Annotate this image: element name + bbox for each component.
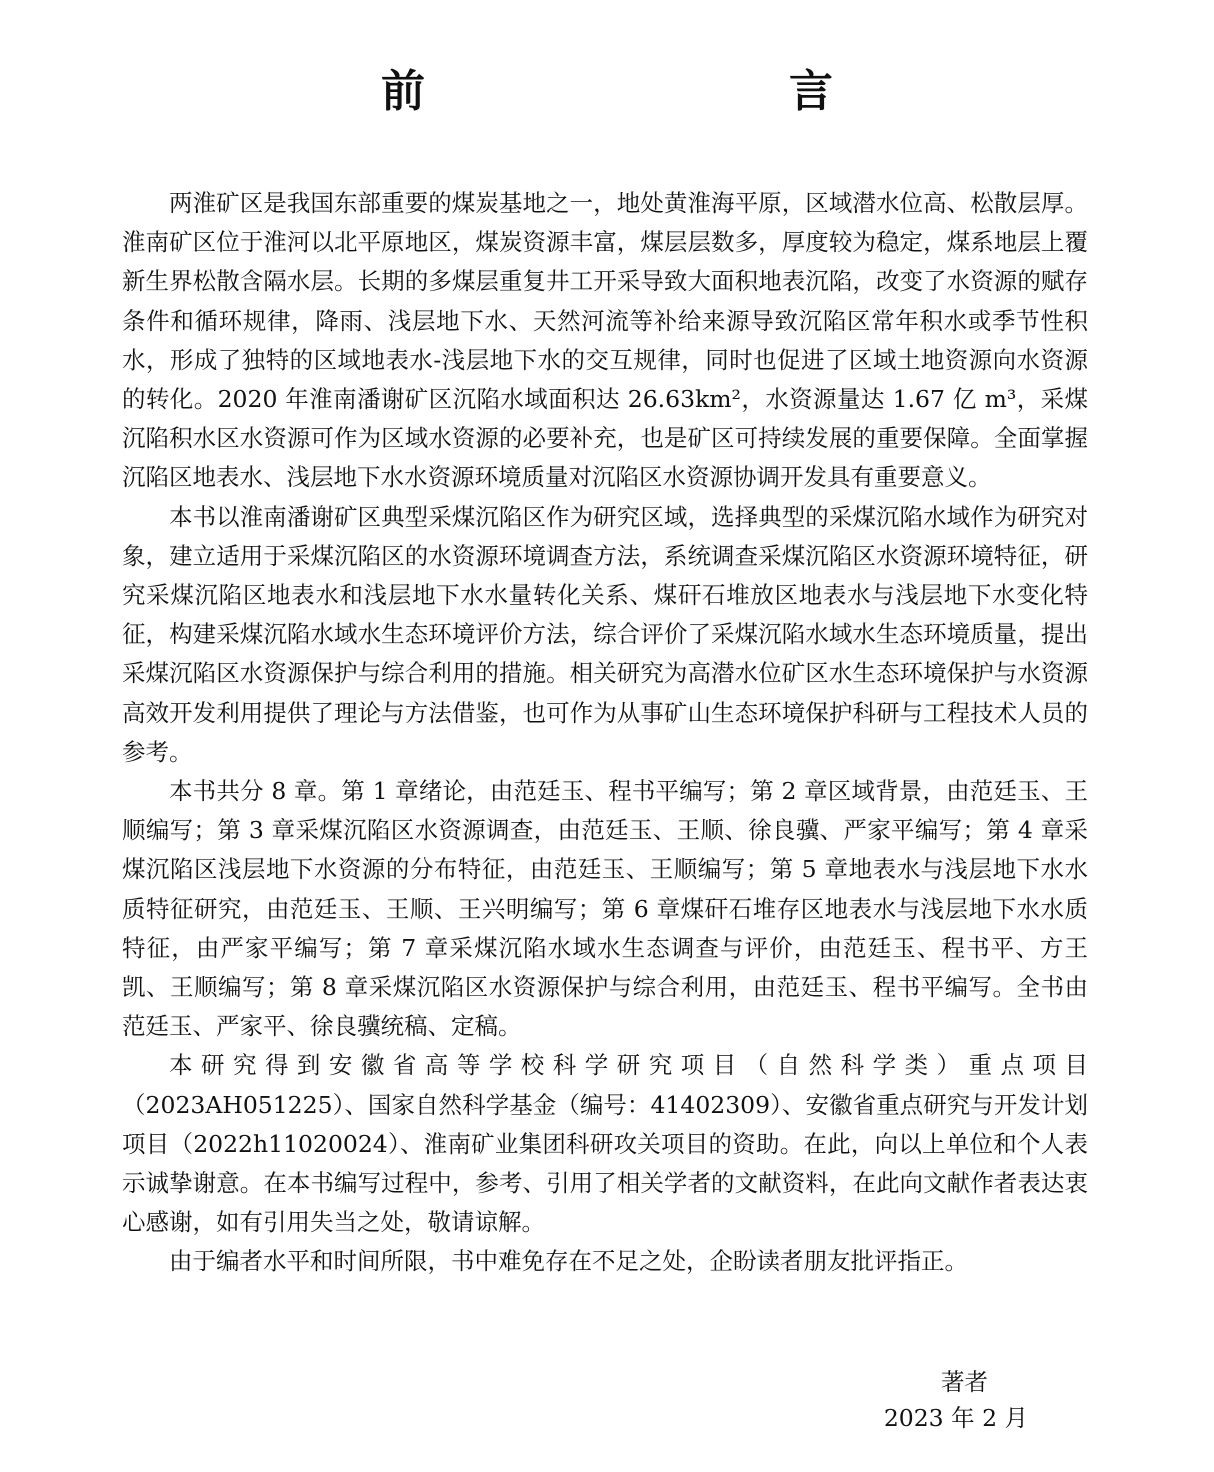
- signature-date: 2023 年 2 月: [883, 1404, 1028, 1432]
- paragraph-2: 本书以淮南潘谢矿区典型采煤沉陷区作为研究区域，选择典型的采煤沉陷水域作为研究对象，建立适用于采煤沉陷区的水资源环境调查方法，系统调查采煤沉陷区水资源环境特征，研究采煤沉陷区地表水和浅层地下水水量转化关系、煤矸石堆放区地表水与浅层地下水变化特征，构建采煤沉陷水域水生态环境评价方法，综合评价了采煤沉陷水域水生态环境质量，提出采煤沉陷区水资源保护与综合利用的措施。相关研究为高潜水位矿区水生态环境保护与水资源高效开发利用提供了理论与方法借鉴，也可作为从事矿山生态环境保护科研与工程技术人员的参考。: [122, 502, 1088, 766]
- paragraph-4: 本研究得到安徽省高等学校科学研究项目（自然科学类）重点项目（2023AH051225）、国家自然科学基金（编号：41402309）、安徽省重点研究与开发计划项目（2022h11020024）、淮南矿业集团科研攻关项目的资助。在此，向以上单位和个人表示诚挚谢意。在本书编写过程中，参考、引用了相关学者的文献资料，在此向文献作者表达衷心感谢，如有引用失当之处，敬请谅解。: [122, 1051, 1088, 1237]
- signature-author: 著者: [941, 1368, 988, 1396]
- paragraph-1: 两淮矿区是我国东部重要的煤炭基地之一，地处黄淮海平原，区域潜水位高、松散层厚。淮南矿区位于淮河以北平原地区，煤炭资源丰富，煤层层数多，厚度较为稳定，煤系地层上覆新生界松散含隔水层。长期的多煤层重复井工开采导致大面积地表沉陷，改变了水资源的赋存条件和循环规律，降雨、浅层地下水、天然河流等补给来源导致沉陷区常年积水或季节性积水，形成了独特的区域地表水-浅层地下水的交互规律，同时也促进了区域土地资源向水资源的转化。2020 年淮南潘谢矿区沉陷水域面积达 26.63km²，水资源量达 1.67 亿 m³，采煤沉陷积水区水资源可作为区域水资源的必要补充，也是矿区可持续发展的重要保障。全面掌握沉陷区地表水、浅层地下水水资源环境质量对沉陷区水资源协调开发具有重要意义。: [122, 189, 1088, 492]
- page-title: 前 言: [381, 66, 925, 117]
- signature-block: [884, 1364, 1028, 1436]
- preface-body: [122, 184, 1088, 1282]
- paragraph-5: 由于编者水平和时间所限，书中难免存在不足之处，企盼读者朋友批评指正。: [169, 1247, 968, 1276]
- paragraph-3: 本书共分 8 章。第 1 章绪论，由范廷玉、程书平编写；第 2 章区域背景，由范廷玉、王顺编写；第 3 章采煤沉陷区水资源调查，由范廷玉、王顺、徐良骥、严家平编写；第 4 章采煤沉陷区浅层地下水资源的分布特征，由范廷玉、王顺编写；第 5 章地表水与浅层地下水水质特征研究，由范廷玉、王顺、王兴明编写；第 6 章煤矸石堆存区地表水与浅层地下水水质特征，由严家平编写；第 7 章采煤沉陷水域水生态调查与评价，由范廷玉、程书平、方王凯、王顺编写；第 8 章采煤沉陷区水资源保护与综合利用，由范廷玉、程书平编写。全书由范廷玉、严家平、徐良骥统稿、定稿。: [122, 777, 1088, 1041]
